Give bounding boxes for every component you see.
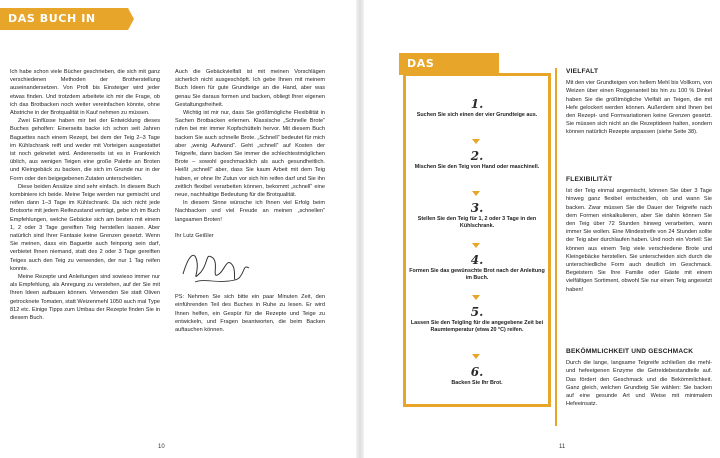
step-number: 5. (470, 305, 484, 319)
postscript: PS: Nehmen Sie sich bitte ein paar Minuten Zeit, den einführenden Teil des Buches in Ruhe zu lesen. Er wird Ihnen helfen, ein Gespür für die Rezepte und Teige zu entwickeln, und Fragen beantworten, die beim Backen auftauchen können. (175, 294, 325, 334)
paragraph: In diesem Sinne wünsche ich Ihnen viel Erfolg beim Nachbacken und viel Freude an meinen „schnellen“ langsamen Broten! (175, 200, 325, 223)
arrow-down-icon (472, 139, 480, 144)
paragraph: Diese beiden Ansätze sind sehr einfach. In diesem Buch kombiniere ich beide. Meine Teige werden nur gemischt und reifen dann 1–3 Tage im Kühlschrank. Da sich nicht jede Brotsorte mit jedem Reifezustand verträgt, gebe ich im Buch Empfehlungen, welche Gebäcke sich am besten mit einem 1, 2 oder 3 Tage gereiften Teig herstellen lassen. Aber natürlich sind Ihrer Fantasie keine Grenzen gesetzt. Wenn Sie meinen, dass ein Baguette auch feinporig sein darf, verbietet Ihnen niemand, statt des 2 oder 3 Tage gereiften Teiges auch den Teig zu verwenden, der nur 1 Tag reifen konnte. (10, 183, 160, 272)
step-text: Mischen Sie den Teig von Hand oder maschinell. (414, 164, 540, 170)
page-number: 11 (559, 444, 566, 450)
greeting: Ihr Lutz Geißler (175, 232, 214, 239)
left-page (0, 0, 358, 458)
arrow-down-icon (472, 191, 480, 196)
section-text: Mit den vier Grundteigen von hellem Mehl bis Vollkorn, von Weizen über einen Roggenanteil bis hin zu 100 % Dinkel haben Sie die größtmögliche Vielfalt an Teigen, die mit Hefe gelockert werden können. Außerdem sind Ihnen bei den Rezept- und Formvariationen keine Grenzen gesetzt. Sie müssen sich nicht an die Rezeptideen halten, sondern können natürlich Rezepte anpassen (siehe Seite 38). (566, 80, 712, 136)
step-number: 3. (470, 201, 484, 215)
arrow-down-icon (472, 295, 480, 300)
text-column-1 (10, 68, 160, 322)
step-text: Formen Sie das gewünschte Brot nach der Anleitung im Buch. (409, 268, 545, 282)
signature-icon (175, 244, 255, 290)
step-2 (406, 150, 548, 171)
step-1 (406, 98, 548, 119)
section-bekoemmlichkeit (566, 348, 712, 408)
paragraph: Wichtig ist mir nur, dass Sie größtmögliche Flexibilität in Sachen Brotbacken erlernen. Klassische „Schnelle Brote“ rufen bei mir immer Kopfschütteln hervor. Mit diesem Buch backen Sie auch schnelle Brote. „Schnell“ bedeutet für mich aber „wenig Aufwand“. Geht „schnell“ auf Kosten der Teigreife, dann backen Sie immer die schlechtestmöglichen Brote – sowohl geschmacklich als auch gesundheitlich. Heißt „schnell“ aber, dass Sie kaum Arbeit mit dem Teig haben, er ohne Ihr Zutun vor sich hin reifen darf und Sie ihn zeitlich flexibel verarbeiten können, bekommt „schnell“ eine neue, nachhaltige Bedeutung für die Brotqualität. (175, 110, 325, 199)
section-banner-right: DAS (399, 53, 499, 75)
arrow-down-icon (472, 243, 480, 248)
step-5 (406, 306, 548, 334)
step-3 (406, 202, 548, 230)
paragraph: Zwei Einflüsse haben mir bei der Entwicklung dieses Buches geholfen: Einerseits backe ich schon seit Jahren Baguettes nach einem Rezept, bei dem der Teig 2–3 Tage im Kühlschrank reift und weder mit Vorteigen ausgestattet ist noch geknetet wird. Andererseits ist es in Frankreich üblich, aus wenigen Teigen eine große Palette an Broten und Kleingebäck zu backen, die sich im Grunde nur in der Form oder den beigegebenen Zutaten unterscheiden. (10, 118, 160, 182)
paragraph: Ich habe schon viele Bücher geschrieben, die sich mit ganz verschiedenen Methoden der Brotherstellung auseinandersetzen. Von Profi bis Einsteiger wird jeder etwas finden. Und trotzdem arbeitete ich mir die Frage, ob ich das Brotbacken noch weiter vereinfachen könnte, ohne Abstriche in der Brotqualität in Kauf nehmen zu müssen. (10, 69, 160, 117)
section-banner-left: DAS BUCH IN KÜRZE (0, 8, 128, 30)
step-number: 2. (470, 149, 484, 163)
book-gutter (356, 0, 364, 458)
section-text: Durch die lange, langsame Teigreife schließen die mehl- und hefeeigenen Enzyme die Getreidebestandteile auf. Das fördert den Geschmack und die Bekömmlichkeit. Ganz gleich, welchen Grundteig Sie wählen: Sie backen auf eine gesunde Art und Weise mit minimalem Hefeeinsatz. (566, 360, 712, 408)
text-column-2 (175, 68, 325, 334)
page-number: 10 (158, 444, 165, 450)
step-number: 6. (470, 365, 484, 379)
section-heading: BEKÖMMLICHKEIT UND GESCHMACK (566, 348, 694, 355)
step-number: 1. (470, 97, 484, 111)
section-vielfalt (566, 68, 712, 137)
step-text: Lassen Sie den Teigling für die angegebene Zeit bei Raumtemperatur (etwa 20 °C) reifen. (410, 320, 544, 334)
accent-divider (555, 68, 557, 426)
section-text: Ist der Teig einmal angemischt, können Sie über 3 Tage hinweg ganz flexibel entscheiden, ob und wann Sie backen. Zwar müssen Sie die Dauer der Teigreife nach dem Formen einkalkulieren, aber Sie dahin können Sie den Teig über 72 Stunden hinweg verarbeiten, wann immer Sie wollen. Eine Mindestreife von 24 Stunden sollte der Teig aber durchlaufen haben. Und noch ein Vorteil: Sie können aus einem Teig viele verschiedene Brote und Kleingebäcke herstellen. Sie unterscheiden sich durch die unterschiedliche Form auch deutlich im Geschmack. Begeistern Sie Ihre Familie oder Gäste mit einem vielfältigen Sortiment, obwohl Sie nur einen Teig angesetzt haben! (566, 188, 712, 293)
step-4 (406, 254, 548, 282)
paragraph: Meine Rezepte und Anleitungen sind sowieso immer nur als Empfehlung, als Anregung zu verstehen, auf der Sie mit Ihren Ideen aufbauen können. Verwenden Sie statt Oliven getrocknete Tomaten, statt Weizenmehl 1050 auch mal Type 812 etc. Einige Tipps zum Umbau der Rezepte finden Sie in diesem Buch. (10, 274, 160, 322)
step-text: Suchen Sie sich einen der vier Grundteige aus. (416, 112, 538, 118)
step-text: Stellen Sie den Teig für 1, 2 oder 3 Tage in den Kühlschrank. (417, 216, 537, 230)
step-number: 4. (470, 253, 484, 267)
principle-steps-box (403, 73, 551, 407)
step-6 (406, 366, 548, 387)
section-heading: VIELFALT (566, 68, 599, 75)
paragraph: Auch die Gebäckvielfalt ist mit meinen Vorschlägen sicherlich nicht ausgeschöpft. Ich gebe Ihnen mit meinem Buch Ideen für gute Grundteige an die Hand, aber was genau Sie daraus formen und backen, obliegt Ihrer eigenen Gestaltungsfreiheit. (175, 69, 325, 108)
arrow-down-icon (472, 354, 480, 359)
section-heading: FLEXIBILITÄT (566, 176, 613, 183)
step-text: Backen Sie Ihr Brot. (451, 380, 503, 386)
section-flexibilitaet (566, 176, 712, 294)
